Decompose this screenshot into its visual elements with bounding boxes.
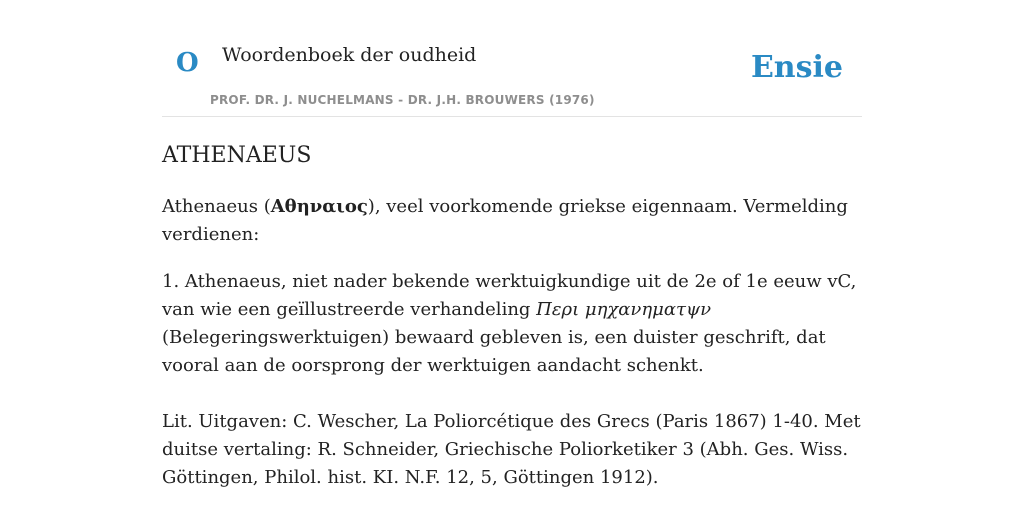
intro-text-after: ), veel voorkomende griekse eigennaam. Vermelding verdienen: — [162, 196, 848, 245]
p1-text-before: 1. Athenaeus, niet nader bekende werktuigkundige uit de 2e of 1e eeuw vC, van wie een geïllustreerde verhandeling — [162, 271, 857, 320]
intro-text-before: Athenaeus ( — [162, 196, 271, 217]
book-logo-icon[interactable]: O — [176, 48, 199, 78]
entry-literature: Lit. Uitgaven: C. Wescher, La Poliorcétique des Grecs (Paris 1867) 1-40. Met duitse vertaling: R. Schneider, Griechische Poliorketiker 3 (Abh. Ges. Wiss. Göttingen, Philol. hist. KI. N.F. 12, 5, Göttingen 1912). — [162, 411, 861, 488]
header — [162, 0, 862, 117]
entry-paragraph-1 — [162, 268, 862, 380]
page — [162, 0, 862, 492]
entry-paragraph-intro — [162, 193, 862, 249]
ensie-logo[interactable]: Ensie — [750, 50, 843, 85]
p1-text-after: (Belegeringswerktuigen) bewaard gebleven is, een duister geschrift, dat vooral aan de oorsprong der werktuigen aandacht schenkt. — [162, 327, 826, 376]
entry-title: ATHENAEUS — [162, 143, 312, 168]
intro-greek-name: Αθηναιος — [270, 196, 368, 217]
book-authors: PROF. DR. J. NUCHELMANS - DR. J.H. BROUWERS (1976) — [210, 93, 595, 107]
book-title-link[interactable]: Woordenboek der oudheid — [222, 44, 477, 66]
p1-greek-title: Περι μηχανηματψν — [536, 299, 712, 320]
